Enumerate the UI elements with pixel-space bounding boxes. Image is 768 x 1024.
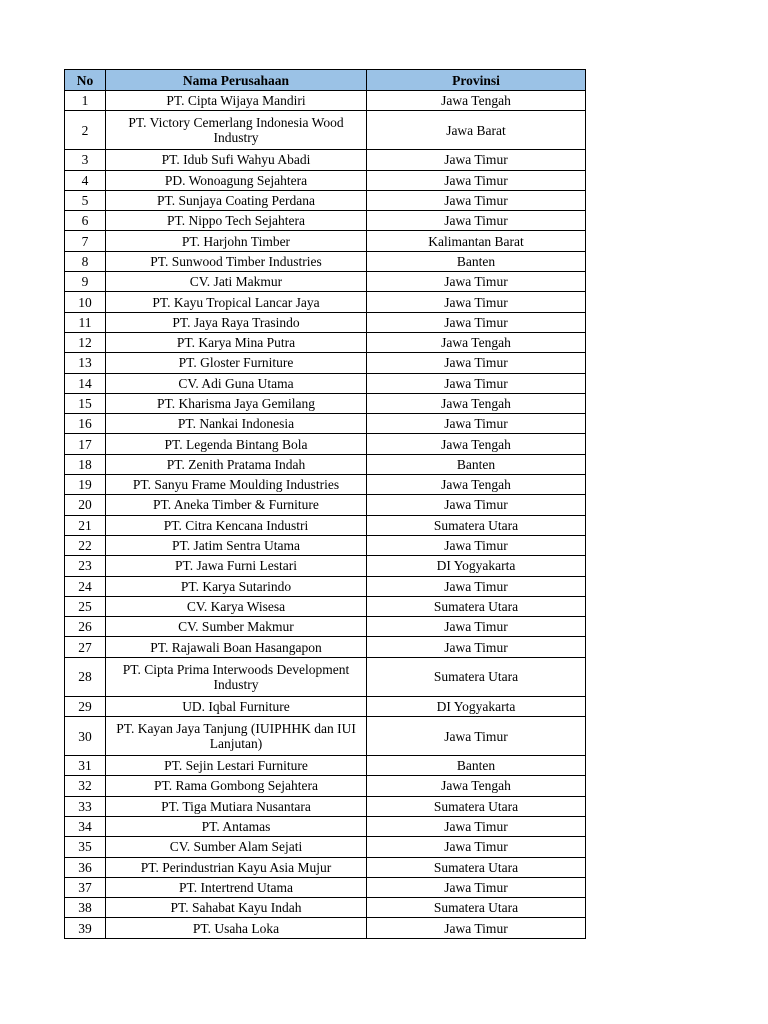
cell-province[interactable]: Jawa Timur xyxy=(367,717,586,756)
cell-province[interactable]: Jawa Barat xyxy=(367,111,586,150)
cell-company-name[interactable]: PT. Sunjaya Coating Perdana xyxy=(106,190,367,210)
cell-no[interactable]: 37 xyxy=(65,877,106,897)
cell-company-name[interactable]: PT. Zenith Pratama Indah xyxy=(106,454,367,474)
cell-no[interactable]: 16 xyxy=(65,414,106,434)
table-row xyxy=(65,475,586,495)
cell-province[interactable]: Jawa Tengah xyxy=(367,393,586,413)
cell-company-name[interactable]: PT. Intertrend Utama xyxy=(106,877,367,897)
table-row xyxy=(65,272,586,292)
table-row xyxy=(65,877,586,897)
cell-no[interactable]: 34 xyxy=(65,816,106,836)
cell-province[interactable]: Sumatera Utara xyxy=(367,857,586,877)
cell-no[interactable]: 33 xyxy=(65,796,106,816)
table-row xyxy=(65,857,586,877)
table-row xyxy=(65,556,586,576)
table-row xyxy=(65,495,586,515)
cell-company-name[interactable]: PT. Legenda Bintang Bola xyxy=(106,434,367,454)
cell-company-name[interactable]: PT. Idub Sufi Wahyu Abadi xyxy=(106,150,367,170)
cell-no[interactable]: 22 xyxy=(65,535,106,555)
cell-province[interactable]: Jawa Timur xyxy=(367,190,586,210)
table-row xyxy=(65,170,586,190)
cell-company-name[interactable]: PT. Victory Cemerlang Indonesia Wood Industry xyxy=(106,111,367,150)
cell-province[interactable]: Sumatera Utara xyxy=(367,796,586,816)
table-row xyxy=(65,414,586,434)
cell-company-name[interactable]: PT. Sanyu Frame Moulding Industries xyxy=(106,475,367,495)
table-row xyxy=(65,332,586,352)
cell-province[interactable]: Jawa Timur xyxy=(367,816,586,836)
cell-province[interactable]: Jawa Timur xyxy=(367,576,586,596)
cell-no[interactable]: 28 xyxy=(65,657,106,696)
table-row xyxy=(65,91,586,111)
cell-no[interactable]: 24 xyxy=(65,576,106,596)
cell-no[interactable]: 7 xyxy=(65,231,106,251)
cell-no[interactable]: 25 xyxy=(65,596,106,616)
cell-company-name[interactable]: PT. Sejin Lestari Furniture xyxy=(106,756,367,776)
cell-company-name[interactable]: PT. Citra Kencana Industri xyxy=(106,515,367,535)
cell-company-name[interactable]: PT. Karya Mina Putra xyxy=(106,332,367,352)
cell-company-name[interactable]: PT. Perindustrian Kayu Asia Mujur xyxy=(106,857,367,877)
cell-province[interactable]: Sumatera Utara xyxy=(367,898,586,918)
cell-company-name[interactable]: CV. Sumber Alam Sejati xyxy=(106,837,367,857)
cell-company-name[interactable]: PT. Antamas xyxy=(106,816,367,836)
table-row xyxy=(65,837,586,857)
cell-company-name[interactable]: PT. Tiga Mutiara Nusantara xyxy=(106,796,367,816)
table-row xyxy=(65,454,586,474)
cell-province[interactable]: Jawa Timur xyxy=(367,211,586,231)
cell-province[interactable]: Jawa Timur xyxy=(367,414,586,434)
table-row xyxy=(65,717,586,756)
table-row xyxy=(65,617,586,637)
cell-province[interactable]: Banten xyxy=(367,454,586,474)
cell-no[interactable]: 39 xyxy=(65,918,106,938)
cell-company-name[interactable]: PT. Rama Gombong Sejahtera xyxy=(106,776,367,796)
cell-no[interactable]: 1 xyxy=(65,91,106,111)
cell-company-name[interactable]: PT. Rajawali Boan Hasangapon xyxy=(106,637,367,657)
table-row xyxy=(65,373,586,393)
cell-company-name[interactable]: PT. Cipta Wijaya Mandiri xyxy=(106,91,367,111)
table-row xyxy=(65,696,586,716)
cell-province[interactable]: Jawa Tengah xyxy=(367,434,586,454)
cell-company-name[interactable]: PT. Kayu Tropical Lancar Jaya xyxy=(106,292,367,312)
cell-province[interactable]: Jawa Timur xyxy=(367,495,586,515)
cell-no[interactable]: 32 xyxy=(65,776,106,796)
cell-company-name[interactable]: PT. Usaha Loka xyxy=(106,918,367,938)
table-row xyxy=(65,796,586,816)
table-row xyxy=(65,393,586,413)
cell-no[interactable]: 3 xyxy=(65,150,106,170)
cell-no[interactable]: 4 xyxy=(65,170,106,190)
table-row xyxy=(65,776,586,796)
table-row xyxy=(65,353,586,373)
cell-company-name[interactable]: CV. Karya Wisesa xyxy=(106,596,367,616)
cell-company-name[interactable]: PT. Karya Sutarindo xyxy=(106,576,367,596)
cell-province[interactable]: Jawa Tengah xyxy=(367,332,586,352)
cell-province[interactable]: Jawa Timur xyxy=(367,312,586,332)
cell-no[interactable]: 6 xyxy=(65,211,106,231)
company-table-sheet xyxy=(64,69,586,939)
column-header-company-name[interactable]: Nama Perusahaan xyxy=(106,70,367,91)
cell-province[interactable]: Jawa Timur xyxy=(367,353,586,373)
table-row xyxy=(65,111,586,150)
cell-company-name[interactable]: PT. Jatim Sentra Utama xyxy=(106,535,367,555)
cell-no[interactable]: 31 xyxy=(65,756,106,776)
cell-province[interactable]: Sumatera Utara xyxy=(367,515,586,535)
table-row xyxy=(65,434,586,454)
cell-province[interactable]: Kalimantan Barat xyxy=(367,231,586,251)
cell-company-name[interactable]: PT. Gloster Furniture xyxy=(106,353,367,373)
table-row xyxy=(65,637,586,657)
cell-province[interactable]: Jawa Timur xyxy=(367,637,586,657)
column-header-no[interactable]: No xyxy=(65,70,106,91)
cell-no[interactable]: 35 xyxy=(65,837,106,857)
table-body xyxy=(65,91,586,939)
table-row xyxy=(65,312,586,332)
cell-company-name[interactable]: PT. Kayan Jaya Tanjung (IUIPHHK dan IUI Lanjutan) xyxy=(106,717,367,756)
cell-no[interactable]: 9 xyxy=(65,272,106,292)
cell-province[interactable]: Banten xyxy=(367,756,586,776)
cell-company-name[interactable]: PT. Nankai Indonesia xyxy=(106,414,367,434)
cell-company-name[interactable]: CV. Sumber Makmur xyxy=(106,617,367,637)
cell-no[interactable]: 21 xyxy=(65,515,106,535)
table-row xyxy=(65,515,586,535)
table-row xyxy=(65,231,586,251)
table-row xyxy=(65,150,586,170)
cell-no[interactable]: 12 xyxy=(65,332,106,352)
table-row xyxy=(65,756,586,776)
cell-no[interactable]: 17 xyxy=(65,434,106,454)
table-row xyxy=(65,918,586,938)
cell-company-name[interactable]: PT. Jaya Raya Trasindo xyxy=(106,312,367,332)
cell-company-name[interactable]: PT. Aneka Timber & Furniture xyxy=(106,495,367,515)
table-row xyxy=(65,657,586,696)
cell-no[interactable]: 13 xyxy=(65,353,106,373)
cell-province[interactable]: Jawa Timur xyxy=(367,150,586,170)
cell-company-name[interactable]: CV. Adi Guna Utama xyxy=(106,373,367,393)
column-header-province[interactable]: Provinsi xyxy=(367,70,586,91)
cell-company-name[interactable]: PD. Wonoagung Sejahtera xyxy=(106,170,367,190)
cell-province[interactable]: Sumatera Utara xyxy=(367,596,586,616)
cell-province[interactable]: DI Yogyakarta xyxy=(367,696,586,716)
cell-no[interactable]: 36 xyxy=(65,857,106,877)
cell-company-name[interactable]: PT. Sahabat Kayu Indah xyxy=(106,898,367,918)
table-row xyxy=(65,251,586,271)
cell-province[interactable]: Banten xyxy=(367,251,586,271)
cell-province[interactable]: Jawa Tengah xyxy=(367,475,586,495)
cell-no[interactable]: 11 xyxy=(65,312,106,332)
cell-company-name[interactable]: UD. Iqbal Furniture xyxy=(106,696,367,716)
cell-province[interactable]: Jawa Timur xyxy=(367,837,586,857)
cell-no[interactable]: 19 xyxy=(65,475,106,495)
company-table xyxy=(64,69,586,939)
cell-no[interactable]: 27 xyxy=(65,637,106,657)
cell-company-name[interactable]: PT. Sunwood Timber Industries xyxy=(106,251,367,271)
cell-province[interactable]: Jawa Timur xyxy=(367,272,586,292)
table-row xyxy=(65,898,586,918)
cell-company-name[interactable]: PT. Cipta Prima Interwoods Development Industry xyxy=(106,657,367,696)
cell-company-name[interactable]: PT. Jawa Furni Lestari xyxy=(106,556,367,576)
table-row xyxy=(65,292,586,312)
table-row xyxy=(65,211,586,231)
cell-province[interactable]: Jawa Tengah xyxy=(367,91,586,111)
cell-province[interactable]: Jawa Timur xyxy=(367,292,586,312)
cell-province[interactable]: Jawa Timur xyxy=(367,877,586,897)
table-row xyxy=(65,596,586,616)
cell-no[interactable]: 10 xyxy=(65,292,106,312)
cell-no[interactable]: 26 xyxy=(65,617,106,637)
cell-company-name[interactable]: PT. Nippo Tech Sejahtera xyxy=(106,211,367,231)
cell-company-name[interactable]: CV. Jati Makmur xyxy=(106,272,367,292)
cell-no[interactable]: 23 xyxy=(65,556,106,576)
cell-no[interactable]: 20 xyxy=(65,495,106,515)
cell-company-name[interactable]: PT. Kharisma Jaya Gemilang xyxy=(106,393,367,413)
cell-no[interactable]: 30 xyxy=(65,717,106,756)
cell-no[interactable]: 8 xyxy=(65,251,106,271)
table-header-row xyxy=(65,70,586,91)
cell-province[interactable]: Jawa Timur xyxy=(367,918,586,938)
cell-no[interactable]: 5 xyxy=(65,190,106,210)
cell-province[interactable]: DI Yogyakarta xyxy=(367,556,586,576)
cell-province[interactable]: Jawa Tengah xyxy=(367,776,586,796)
cell-province[interactable]: Jawa Timur xyxy=(367,170,586,190)
table-row xyxy=(65,816,586,836)
table-row xyxy=(65,535,586,555)
cell-province[interactable]: Jawa Timur xyxy=(367,535,586,555)
table-row xyxy=(65,190,586,210)
cell-no[interactable]: 15 xyxy=(65,393,106,413)
cell-province[interactable]: Sumatera Utara xyxy=(367,657,586,696)
cell-no[interactable]: 18 xyxy=(65,454,106,474)
cell-province[interactable]: Jawa Timur xyxy=(367,617,586,637)
cell-no[interactable]: 38 xyxy=(65,898,106,918)
cell-no[interactable]: 14 xyxy=(65,373,106,393)
cell-no[interactable]: 2 xyxy=(65,111,106,150)
table-row xyxy=(65,576,586,596)
cell-company-name[interactable]: PT. Harjohn Timber xyxy=(106,231,367,251)
cell-no[interactable]: 29 xyxy=(65,696,106,716)
cell-province[interactable]: Jawa Timur xyxy=(367,373,586,393)
